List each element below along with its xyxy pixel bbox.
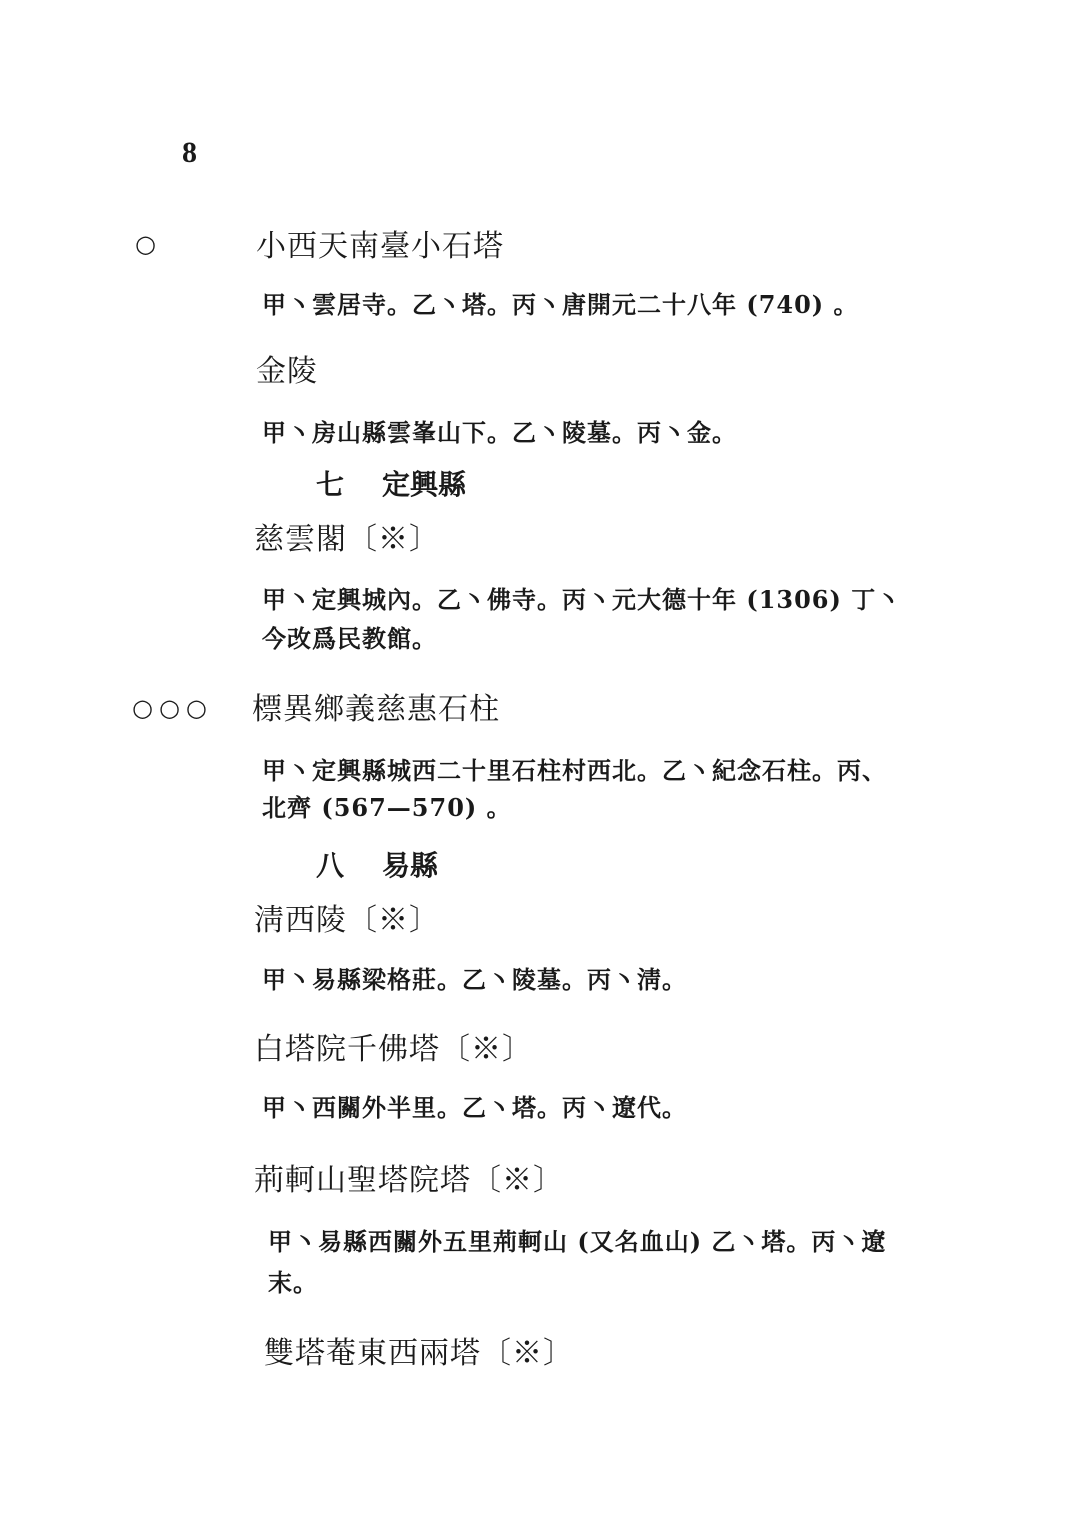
entry-title: 小西天南臺小石塔 (256, 229, 504, 264)
entry-detail: 甲丶易縣西關外五里荊軻山 (又名血山) 乙丶塔。丙丶遼 (268, 1227, 887, 1256)
entry-title: 慈雲閣〔※〕 (254, 522, 440, 557)
section-heading (316, 465, 466, 505)
entry-title: 淸西陵〔※〕 (254, 903, 440, 938)
entry-detail: 甲丶定興縣城西二十里石柱村西北。乙丶紀念石柱。丙、 (262, 756, 887, 785)
entry-title: 金陵 (256, 354, 318, 389)
section-heading (316, 846, 438, 886)
entry-title: 標異鄉義慈惠石柱 (252, 692, 500, 727)
page-number: 8 (182, 136, 197, 169)
entry-detail: 甲丶房山縣雲峯山下。乙丶陵墓。丙丶金。 (262, 418, 737, 447)
entry-title: 白塔院千佛塔〔※〕 (254, 1032, 533, 1067)
section-name: 易縣 (382, 849, 439, 882)
entry-detail: 甲丶定興城內。乙丶佛寺。丙丶元大德十年 (1306) 丁丶 (262, 585, 902, 614)
entry-detail: 北齊 (567—570) 。 (262, 793, 512, 822)
entry-detail: 甲丶西關外半里。乙丶塔。丙丶遼代。 (262, 1093, 687, 1122)
entry-title: 雙塔菴東西兩塔〔※〕 (264, 1336, 574, 1371)
section-number: 八 (316, 849, 345, 882)
importance-marker: ○○○ (132, 694, 213, 722)
entry-title: 荊軻山聖塔院塔〔※〕 (254, 1163, 564, 1198)
entry-detail: 今改爲民教館。 (262, 624, 437, 653)
section-number: 七 (316, 468, 345, 501)
section-name: 定興縣 (382, 468, 467, 501)
importance-marker: ○ (135, 230, 162, 258)
entry-detail: 甲丶易縣梁格莊。乙丶陵墓。丙丶淸。 (262, 965, 687, 994)
entry-detail: 末。 (268, 1268, 318, 1297)
entry-detail: 甲丶雲居寺。乙丶塔。丙丶唐開元二十八年 (740) 。 (262, 290, 859, 319)
